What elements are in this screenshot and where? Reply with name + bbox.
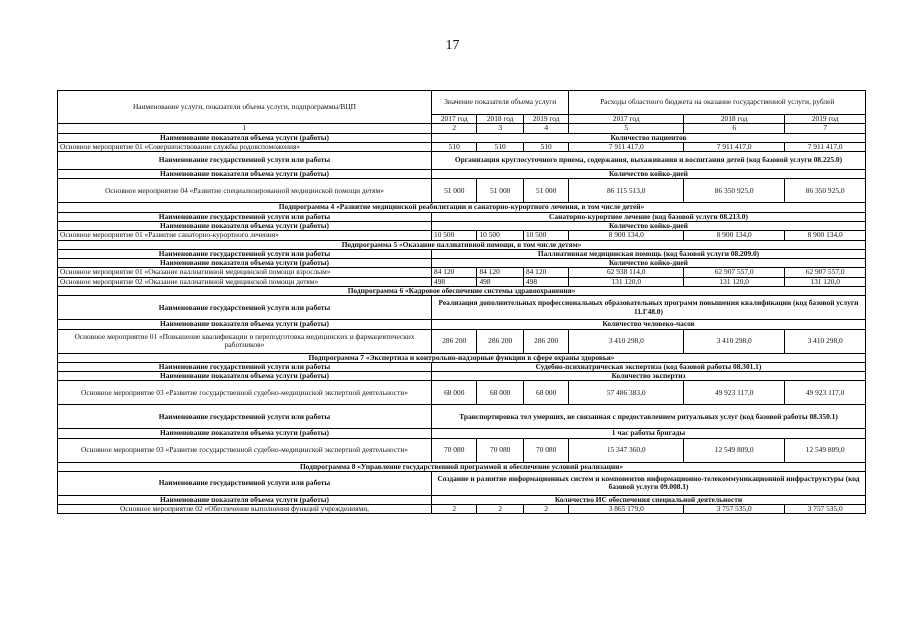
volume-cell: 51 000 <box>432 179 477 203</box>
activity-name: Основное мероприятие 04 «Развитие специализированной медицинской помощи детям» <box>58 179 432 203</box>
expense-cell: 3 757 535,0 <box>684 505 785 514</box>
activity-name: Основное мероприятие 02 «Обеспечение выполнения функций учреждениями, <box>58 505 432 514</box>
service-name: Наименование государственной услуги или работы <box>58 296 432 320</box>
expense-cell: 12 549 809,0 <box>785 438 866 462</box>
table-row <box>58 471 866 495</box>
expense-cell: 62 938 114,0 <box>569 268 684 277</box>
page-number: 17 <box>445 38 460 53</box>
activity-name: Основное мероприятие 03 «Развитие государственной судебно-медицинской экспертной деятельности» <box>58 381 432 405</box>
header-volume-cell: Значение показателя объема услуги <box>432 91 569 115</box>
indicator-name: Наименование показателя объема услуги (работы) <box>58 221 432 230</box>
expense-cell: 86 350 925,0 <box>785 179 866 203</box>
volume-cell: 286 200 <box>477 329 523 353</box>
indicator-value: Количество экспертиз <box>432 372 866 381</box>
subprogram-title: Подпрограмма 7 «Экспертиза и контрольно-надзорные функции в сфере охраны здоровья» <box>58 353 866 362</box>
table-row <box>58 152 866 170</box>
indicator-name: Наименование показателя объема услуги (работы) <box>58 170 432 179</box>
service-value: Санаторно-курортное лечение (код базовой услуги 08.213.0) <box>432 212 866 221</box>
volume-cell: 10 500 <box>477 231 523 240</box>
subprogram-row <box>58 286 866 295</box>
expense-cell: 8 900 134,0 <box>569 231 684 240</box>
service-name: Наименование государственной услуги или работы <box>58 405 432 429</box>
table-row <box>58 259 866 268</box>
year-cell: 2018 год <box>684 115 785 124</box>
header-name-cell: Наименование услуги, показатели объема услуги, подпрограммы/ВЦП <box>58 91 432 124</box>
expense-cell: 15 347 360,0 <box>569 438 684 462</box>
indicator-value: Количество койко-дней <box>432 170 866 179</box>
table-row <box>58 231 866 240</box>
volume-cell: 286 200 <box>432 329 477 353</box>
service-name: Наименование государственной услуги или работы <box>58 249 432 258</box>
expense-cell: 8 900 134,0 <box>785 231 866 240</box>
volume-cell: 84 120 <box>523 268 568 277</box>
expense-cell: 57 486 383,0 <box>569 381 684 405</box>
table-row <box>58 170 866 179</box>
expense-cell: 8 900 134,0 <box>684 231 785 240</box>
indicator-name: Наименование показателя объема услуги (работы) <box>58 372 432 381</box>
col-number: 4 <box>523 124 568 133</box>
table-row <box>58 438 866 462</box>
table-row <box>58 221 866 230</box>
year-cell: 2019 год <box>785 115 866 124</box>
col-number: 3 <box>477 124 523 133</box>
expense-cell: 12 549 809,0 <box>684 438 785 462</box>
expense-cell: 7 911 417,0 <box>785 142 866 151</box>
volume-cell: 498 <box>523 277 568 286</box>
service-name: Наименование государственной услуги или работы <box>58 212 432 221</box>
year-cell: 2019 год <box>523 115 568 124</box>
activity-name: Основное мероприятие 03 «Развитие государственной судебно-медицинской экспертной деятельности» <box>58 438 432 462</box>
indicator-name: Наименование показателя объема услуги (работы) <box>58 495 432 504</box>
table-row <box>58 212 866 221</box>
table-row <box>58 362 866 371</box>
volume-cell: 70 080 <box>523 438 568 462</box>
expense-cell: 3 865 179,0 <box>569 505 684 514</box>
indicator-name: Наименование показателя объема услуги (работы) <box>58 259 432 268</box>
indicator-value: Количество человеко-часов <box>432 320 866 329</box>
table-row <box>58 372 866 381</box>
volume-cell: 498 <box>432 277 477 286</box>
service-name: Наименование государственной услуги или работы <box>58 152 432 170</box>
expense-cell: 62 907 557,0 <box>684 268 785 277</box>
indicator-value: Количество ИС обеспечения специальной деятельности <box>432 495 866 504</box>
volume-cell: 286 200 <box>523 329 568 353</box>
expense-cell: 3 410 298,0 <box>684 329 785 353</box>
expense-cell: 7 911 417,0 <box>569 142 684 151</box>
volume-cell: 68 000 <box>432 381 477 405</box>
service-value: Паллиативная медицинская помощь (код базовой услуги 08.209.0) <box>432 249 866 258</box>
volume-cell: 498 <box>477 277 523 286</box>
service-value: Реализация дополнительных профессиональных образовательных программ повышения квалификации (код базовой услуги 11.Г48.0) <box>432 296 866 320</box>
service-name: Наименование государственной услуги или работы <box>58 471 432 495</box>
expense-cell: 7 911 417,0 <box>684 142 785 151</box>
year-cell: 2017 год <box>432 115 477 124</box>
table-row <box>58 133 866 142</box>
expense-cell: 62 907 557,0 <box>785 268 866 277</box>
expense-cell: 49 923 117,0 <box>785 381 866 405</box>
volume-cell: 84 120 <box>432 268 477 277</box>
volume-cell: 2 <box>523 505 568 514</box>
table-row <box>58 249 866 258</box>
expense-cell: 3 757 535,0 <box>785 505 866 514</box>
table-row <box>58 329 866 353</box>
volume-cell: 84 120 <box>477 268 523 277</box>
activity-name: Основное мероприятие 01 «Развитие санаторно-курортного лечения» <box>58 231 432 240</box>
col-number: 5 <box>569 124 684 133</box>
table-row <box>58 320 866 329</box>
header-row <box>58 91 866 115</box>
table-row <box>58 268 866 277</box>
volume-cell: 51 000 <box>477 179 523 203</box>
volume-cell: 70 080 <box>432 438 477 462</box>
activity-name: Основное мероприятие 02 «Оказание паллиативной медицинской помощи детям» <box>58 277 432 286</box>
table-row <box>58 495 866 504</box>
header-numbers-row <box>58 124 866 133</box>
table-row <box>58 277 866 286</box>
indicator-value: Количество койко-дней <box>432 259 866 268</box>
table-row <box>58 405 866 429</box>
volume-cell: 70 080 <box>477 438 523 462</box>
subprogram-title: Подпрограмма 4 «Развитие медицинской реабилитации и санаторно-курортного лечения, в том числе детей» <box>58 203 866 212</box>
table-row <box>58 381 866 405</box>
volume-cell: 510 <box>432 142 477 151</box>
expense-cell: 131 120,0 <box>569 277 684 286</box>
indicator-name: Наименование показателя объема услуги (работы) <box>58 133 432 142</box>
table-row <box>58 179 866 203</box>
volume-cell: 2 <box>432 505 477 514</box>
service-value: Судебно-психиатрическая экспертиза (код базовой работы 08.301.1) <box>432 362 866 371</box>
table-row <box>58 142 866 151</box>
header-expense-cell: Расходы областного бюджета на оказание государственной услуги, рублей <box>569 91 866 115</box>
volume-cell: 51 000 <box>523 179 568 203</box>
indicator-value: Количество койко-дней <box>432 221 866 230</box>
activity-name: Основное мероприятие 01 «Совершенствование службы родовспоможения» <box>58 142 432 151</box>
expense-cell: 49 923 117,0 <box>684 381 785 405</box>
service-value: Транспортировка тел умерших, не связанная с предоставлением ритуальных услуг (код базовой работы 08.350.1) <box>432 405 866 429</box>
volume-cell: 68 000 <box>477 381 523 405</box>
budget-table <box>57 90 866 514</box>
subprogram-title: Подпрограмма 8 «Управление государственной программой и обеспечение условий реализации» <box>58 462 866 471</box>
volume-cell: 510 <box>477 142 523 151</box>
col-number: 6 <box>684 124 785 133</box>
service-value: Создание и развитие информационных систем и компонентов информационно-телекоммуникационной инфраструктуры (код базовой услуги 09.008.1) <box>432 471 866 495</box>
col-number: 1 <box>58 124 432 133</box>
table-row <box>58 505 866 514</box>
expense-cell: 3 410 298,0 <box>785 329 866 353</box>
indicator-name: Наименование показателя объема услуги (работы) <box>58 429 432 438</box>
service-name: Наименование государственной услуги или работы <box>58 362 432 371</box>
col-number: 7 <box>785 124 866 133</box>
expense-cell: 3 410 298,0 <box>569 329 684 353</box>
subprogram-title: Подпрограмма 6 «Кадровое обеспечение системы здравоохранения» <box>58 286 866 295</box>
volume-cell: 68 000 <box>523 381 568 405</box>
activity-name: Основное мероприятие 01 «Оказание паллиативной медицинской помощи взрослым» <box>58 268 432 277</box>
expense-cell: 86 115 513,0 <box>569 179 684 203</box>
expense-cell: 131 120,0 <box>785 277 866 286</box>
indicator-value: Количество пациентов <box>432 133 866 142</box>
expense-cell: 86 350 925,0 <box>684 179 785 203</box>
subprogram-row <box>58 203 866 212</box>
subprogram-row <box>58 353 866 362</box>
expense-cell: 131 120,0 <box>684 277 785 286</box>
year-cell: 2018 год <box>477 115 523 124</box>
col-number: 2 <box>432 124 477 133</box>
year-cell: 2017 год <box>569 115 684 124</box>
volume-cell: 2 <box>477 505 523 514</box>
volume-cell: 10 500 <box>432 231 477 240</box>
subprogram-row <box>58 240 866 249</box>
volume-cell: 510 <box>523 142 568 151</box>
indicator-value: 1 час работы бригады <box>432 429 866 438</box>
volume-cell: 10 500 <box>523 231 568 240</box>
indicator-name: Наименование показателя объема услуги (работы) <box>58 320 432 329</box>
table-row <box>58 296 866 320</box>
subprogram-row <box>58 462 866 471</box>
subprogram-title: Подпрограмма 5 «Оказание паллиативной помощи, в том числе детям» <box>58 240 866 249</box>
activity-name: Основное мероприятие 01 «Повышение квалификации и переподготовка медицинских и фармацевтических работников» <box>58 329 432 353</box>
service-value: Организация круглосуточного приема, содержания, выхаживания и воспитания детей (код базовой услуги 08.225.0) <box>432 152 866 170</box>
table-row <box>58 429 866 438</box>
